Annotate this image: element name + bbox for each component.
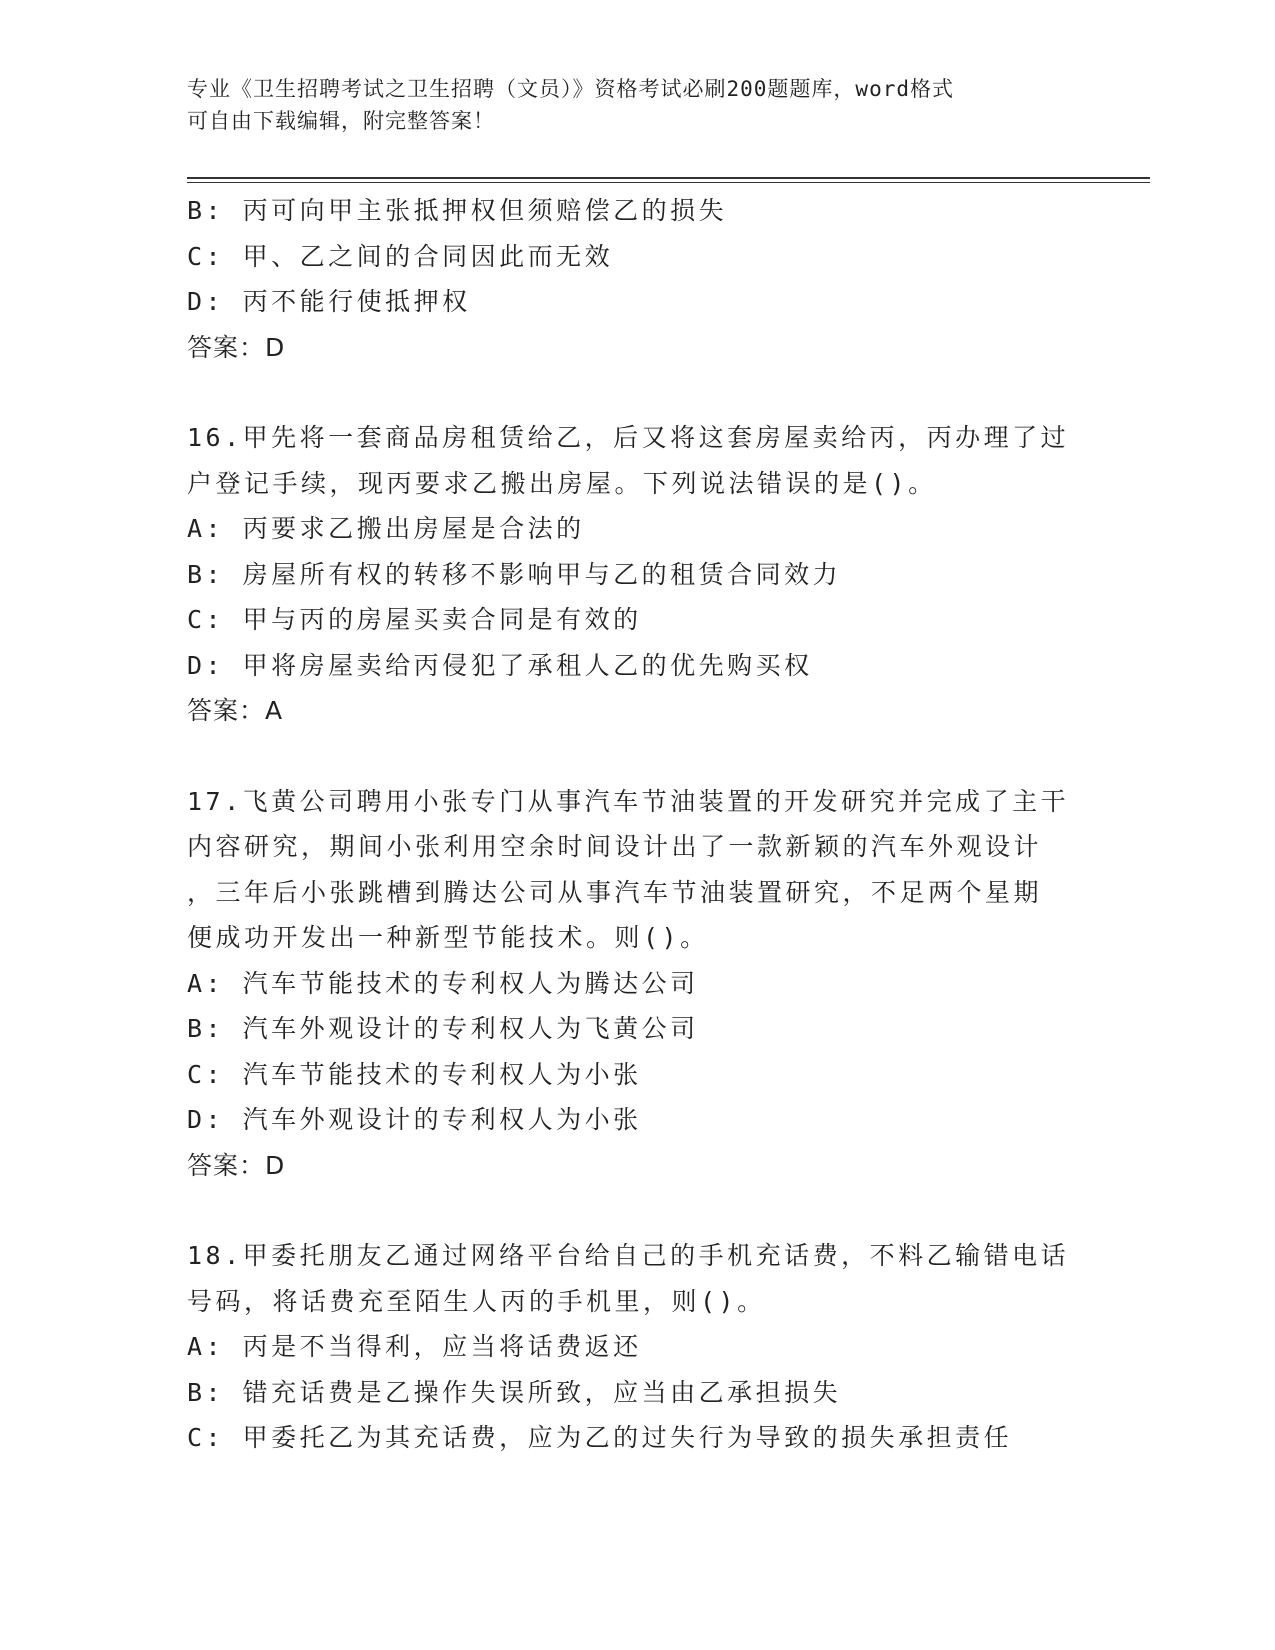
question-stem-line: 便成功开发出一种新型节能技术。则()。 [187,923,709,952]
option-a: A: 汽车节能技术的专利权人为腾达公司 [187,968,699,998]
question-stem-line: 号码，将话费充至陌生人丙的手机里，则()。 [187,1286,766,1316]
question-17 [187,779,1087,1189]
option-c: C: 甲委托乙为其充话费，应为乙的过失行为导致的损失承担责任 [187,1423,1013,1452]
option-d: D: 甲将房屋卖给丙侵犯了承租人乙的优先购买权 [187,650,813,680]
header-title-line-1: 专业《卫生招聘考试之卫生招聘（文员）》资格考试必刷200题题库，word格式 [187,77,954,101]
option-b: B: 丙可向甲主张抵押权但须赔偿乙的损失 [187,196,728,225]
spacer [187,1188,1087,1233]
option-a: A: 丙要求乙搬出房屋是合法的 [187,514,585,543]
option-c: C: 甲与丙的房屋买卖合同是有效的 [187,605,642,634]
question-stem-line: ，三年后小张跳槽到腾达公司从事汽车节油装置研究，不足两个星期 [187,877,1043,907]
question-stem-line: 17.飞黄公司聘用小张专门从事汽车节油装置的开发研究并完成了主干 [187,786,1070,816]
header-title-line-2: 可自由下载编辑，附完整答案！ [187,109,495,133]
option-c: C: 汽车节能技术的专利权人为小张 [187,1059,642,1089]
document-body [187,188,1087,1461]
option-d: D: 丙不能行使抵押权 [187,287,471,316]
question-16 [187,415,1087,734]
answer-line: 答案：A [187,696,284,725]
answer-line: 答案：D [187,332,286,362]
spacer [187,370,1087,415]
question-stem-line: 16.甲先将一套商品房租赁给乙，后又将这套房屋卖给丙，丙办理了过 [187,423,1070,452]
header-divider-thick [187,177,1150,179]
spacer [187,734,1087,779]
option-b: B: 房屋所有权的转移不影响甲与乙的租赁合同效力 [187,559,842,589]
header-divider-thin [187,182,1150,183]
question-18 [187,1233,1087,1461]
answer-line: 答案：D [187,1150,286,1180]
option-b: B: 错充话费是乙操作失误所致，应当由乙承担损失 [187,1377,842,1407]
option-c: C: 甲、乙之间的合同因此而无效 [187,241,614,271]
question-stem-line: 18.甲委托朋友乙通过网络平台给自己的手机充话费，不料乙输错电话 [187,1241,1070,1270]
question-stem-line: 内容研究，期间小张利用空余时间设计出了一款新颖的汽车外观设计 [187,832,1043,861]
document-header [187,73,1067,137]
question-15-tail [187,188,1087,370]
option-b: B: 汽车外观设计的专利权人为飞黄公司 [187,1014,699,1043]
question-stem-line: 户登记手续，现丙要求乙搬出房屋。下列说法错误的是()。 [187,468,937,498]
option-a: A: 丙是不当得利，应当将话费返还 [187,1332,642,1361]
option-d: D: 汽车外观设计的专利权人为小张 [187,1105,642,1134]
